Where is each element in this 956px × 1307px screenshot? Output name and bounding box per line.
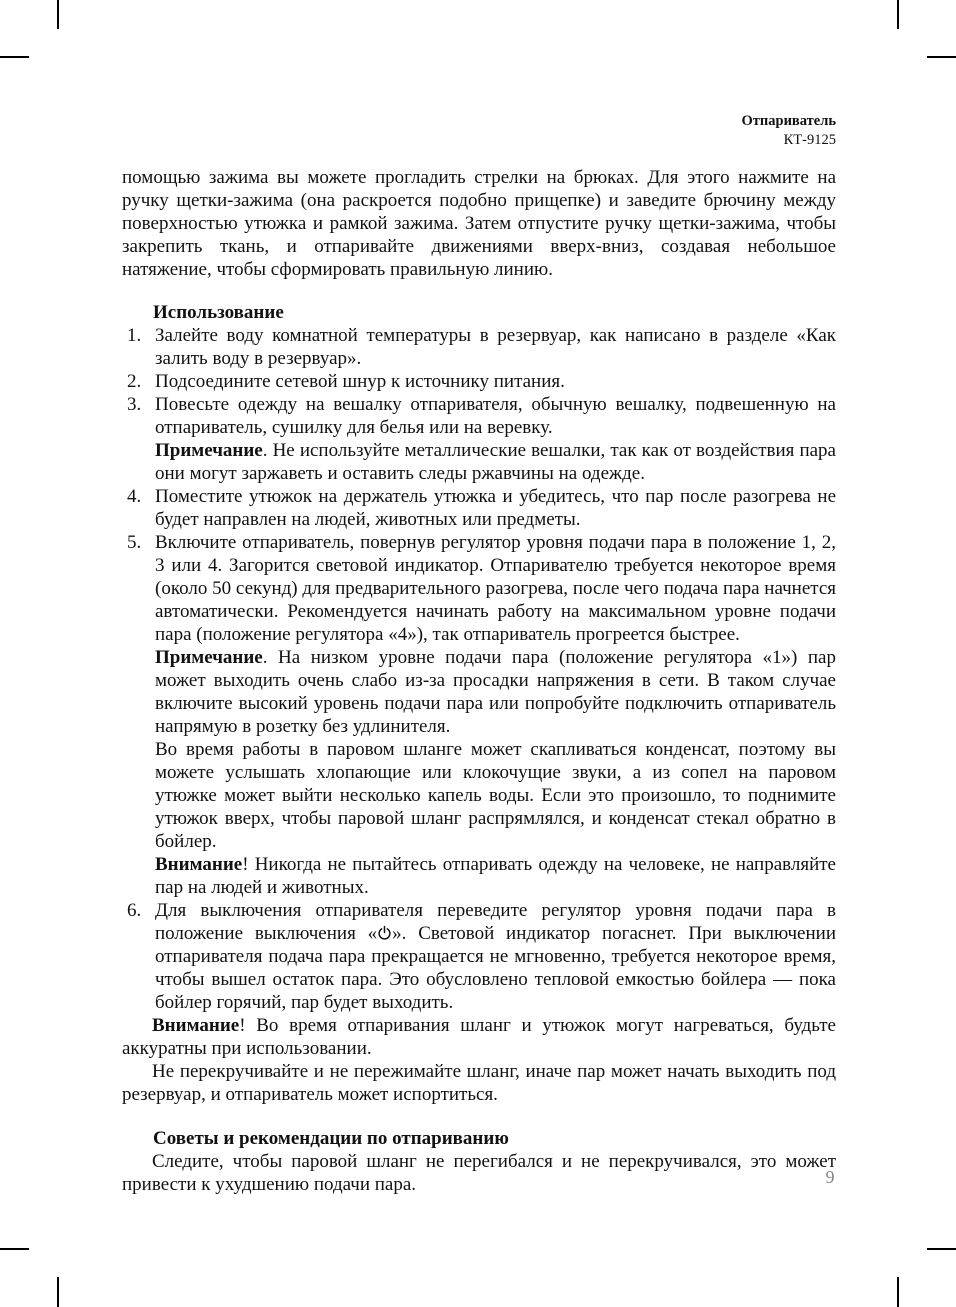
list-item [122,899,836,1014]
warning-text: ! Во время отпаривания шланг и утюжок могут нагреваться, будьте аккуратны при использовании. [122,1015,836,1059]
heat-warning-paragraph [122,1014,836,1060]
list-item-text [155,899,836,1014]
page-number: 9 [825,1167,835,1187]
list-item-number: 6. [127,900,142,921]
usage-steps-list [122,324,836,1014]
list-item-text: Повесьте одежду на вешалку отпаривателя, обычную вешалку, подвешенную на отпариватель, сушилку для белья или на веревку. [155,394,836,438]
list-item [122,324,836,370]
note-lead: Примечание [155,440,263,461]
condensate-paragraph: Во время работы в паровом шланге может скапливаться конденсат, поэтому вы можете услышать хлопающие или клокочущие звуки, а из сопел на паровом утюжке может выйти несколько капель воды. Если это произошло, то поднимите утюжок вверх, чтобы паровой шланг распрямлялся, и конденсат стекал обратно в бойлер. [155,739,836,852]
crop-mark-bottom-right-vertical [897,1277,899,1307]
crop-mark-top-left-vertical [57,0,59,29]
text-before-power-icon: Для выключения отпаривателя переведите регулятор уровня подачи пара в положение выключения « [155,900,836,944]
note-text: . Не используйте металлические вешалки, так как от воздействия пара они могут заржаветь и оставить следы ржавчины на одежде. [155,440,836,484]
note-text: . На низком уровне подачи пара (положение регулятора «1») пар может выходить очень слабо из-за просадки напряжения в сети. В таком случае включите высокий уровень подачи пара или попробуйте подключить отпариватель напрямую в розетку без удлинителя. [155,647,836,737]
list-item-text: Подсоедините сетевой шнур к источнику питания. [155,371,565,392]
intro-paragraph: помощью зажима вы можете прогладить стрелки на брюках. Для этого нажмите на ручку щетки-зажима (она раскроется подобно прищепке) и заведите брючину между поверхностью утюжка и рамкой зажима. Затем отпустите ручку щетки-зажима, чтобы закрепить ткань, и отпаривайте движениями вверх-вниз, создавая небольшое натяжение, чтобы сформировать правильную линию. [122,167,836,280]
crop-mark-top-right-horizontal [927,56,956,58]
note-paragraph [155,439,836,485]
warning-lead: Внимание [155,854,243,875]
crop-mark-bottom-left-vertical [57,1277,59,1307]
list-item-text: Поместите утюжок на держатель утюжка и убедитесь, что пар после разогрева не будет направлен на людей, животных или предметы. [155,486,836,530]
crop-mark-bottom-left-horizontal [0,1248,29,1250]
usage-heading: Использование [153,302,284,323]
running-header [122,112,836,150]
warning-lead: Внимание [152,1015,240,1036]
list-item-number: 1. [127,325,142,346]
power-icon [377,924,392,941]
warning-paragraph [155,853,836,899]
list-item-number: 5. [127,532,142,553]
list-item [122,531,836,899]
hose-paragraph: Не перекручивайте и не пережимайте шланг, иначе пар может начать выходить под резервуар, и отпариватель может испортиться. [122,1061,836,1105]
tips-heading: Советы и рекомендации по отпариванию [153,1128,509,1149]
text-after-power-icon: ». Световой индикатор погаснет. При выключении отпаривателя подача пара прекращается не мгновенно, требуется некоторое время, чтобы вышел остаток пара. Это обусловлено тепловой емкостью бойлера — пока бойлер горячий, пар будет выходить. [155,923,836,1013]
list-item-number: 4. [127,486,142,507]
list-item-text: Включите отпариватель, повернув регулятор уровня подачи пара в положение 1, 2, 3 или 4. Загорится световой индикатор. Отпаривателю требуется некоторое время (около 50 секунд) для предварительного разогрева, после чего подача пара начнется автоматически. Рекомендуется начинать работу на максимальном уровне подачи пара (положение регулятора «4»), так отпариватель прогреется быстрее. [155,532,836,645]
note-lead: Примечание [155,647,263,668]
warning-text: ! Никогда не пытайтесь отпаривать одежду на человеке, не направляйте пар на людей и животных. [155,854,836,898]
tips-paragraph: Следите, чтобы паровой шланг не перегибался и не перекручивался, это может привести к ухудшению подачи пара. [122,1151,836,1195]
list-item [122,485,836,531]
list-item-number: 2. [127,371,142,392]
list-item [122,370,836,393]
note-paragraph [155,646,836,738]
list-item-text: Залейте воду комнатной температуры в резервуар, как написано в разделе «Как залить воду в резервуар». [155,325,836,369]
device-model: КТ-9125 [783,132,836,148]
crop-mark-top-right-vertical [897,0,899,29]
crop-mark-top-left-horizontal [0,56,29,58]
device-name: Отпариватель [741,113,836,129]
page-content [122,112,836,1196]
list-item-number: 3. [127,394,142,415]
crop-mark-bottom-right-horizontal [927,1248,956,1250]
list-item [122,393,836,485]
